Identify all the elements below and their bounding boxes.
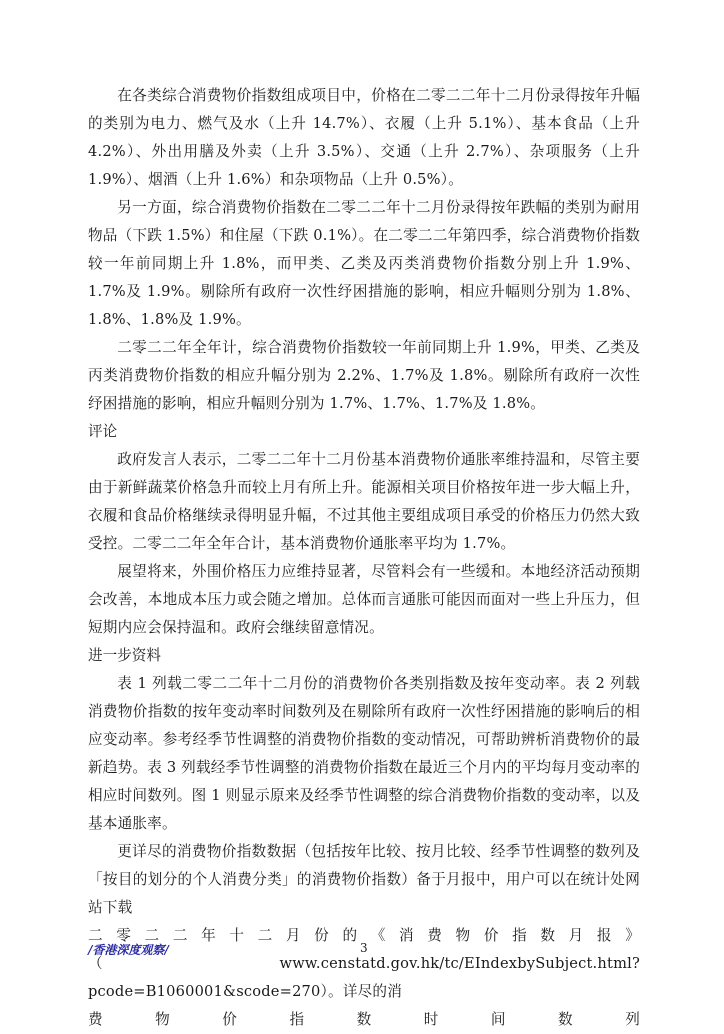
heading-commentary: 评论 (88, 423, 118, 440)
paragraph-price-decreases: 另一方面，综合消费物价指数在二零二二年十二月份录得按年跌幅的类别为耐用物品（下跌 1.5%）和住屋（下跌 0.1%）。在二零二二年第四季，综合消费物价指数较一年前同期上升 1.8%，而甲类、乙类及丙类消费物价指数分别上升 1.9%、1.7%及 1.9%。剔除所有政府一次性纾困措施的影响，相应升幅则分别为 1.8%、1.8%、1.8%及 1.9%。 (88, 199, 640, 328)
footer-source-label: /香港深度观察/ (88, 943, 169, 957)
heading-further-info: 进一步资料 (88, 647, 161, 664)
paragraph-annual-summary: 二零二二年全年计，综合消费物价指数较一年前同期上升 1.9%，甲类、乙类及丙类消费物价指数的相应升幅分别为 2.2%、1.7%及 1.8%。剔除所有政府一次性纾困措施的影响，相应升幅则分别为 1.7%、1.7%、1.7%及 1.8%。 (88, 339, 640, 412)
paragraph-tables-description: 表 1 列载二零二二年十二月份的消费物价各类别指数及按年变动率。表 2 列载消费物价指数的按年变动率时间数列及在剔除所有政府一次性纾困措施的影响后的相应变动率。参考经季节性调整的消费物价指数的变动情况，可帮助辨析消费物价的最新趋势。表 3 列载经季节性调整的消费物价指数在最近三个月内的平均每月变动率的相应时间数列。图 1 则显示原来及经季节性调整的综合消费物价指数的变动率，以及基本通胀率。 (88, 675, 640, 832)
page-number: 3 (360, 941, 368, 955)
paragraph-monthly-report-title: 二零二二年十二月份的《消费物价指数月报》 (88, 927, 640, 944)
paragraph-detailed-data: 更详尽的消费物价指数数据（包括按年比较、按月比较、经季节性调整的数列及「按目的划分的个人消费分类」的消费物价指数）备于月报中，用户可以在统计处网站下载 (88, 843, 640, 916)
document-body (88, 82, 640, 1034)
paragraph-time-series: 费物价指数时间数列 (88, 1011, 640, 1028)
paragraph-outlook: 展望将来，外围价格压力应维持显著，尽管料会有一些缓和。本地经济活动预期会改善，本地成本压力或会随之增加。总体而言通胀可能因而面对一些上升压力，但短期内应会保持温和。政府会继续留意情况。 (88, 563, 640, 636)
paragraph-price-increases: 在各类综合消费物价指数组成项目中，价格在二零二二年十二月份录得按年升幅的类别为电力、燃气及水（上升 14.7%）、衣履（上升 5.1%）、基本食品（上升 4.2%）、外出用膳及外卖（上升 3.5%）、交通（上升 2.7%）、杂项服务（上升 1.9%）、烟酒（上升 1.6%）和杂项物品（上升 0.5%）。 (88, 87, 640, 188)
page-footer (88, 941, 640, 961)
paragraph-website-link: （www.censtatd.gov.hk/tc/EIndexbySubject.html?pcode=B1060001&scode=270）。详尽的消 (88, 955, 640, 1000)
paragraph-government-spokesman: 政府发言人表示，二零二二年十二月份基本消费物价通胀率维持温和，尽管主要由于新鲜蔬菜价格急升而较上月有所上升。能源相关项目价格按年进一步大幅上升，衣履和食品价格继续录得明显升幅，不过其他主要组成项目承受的价格压力仍然大致受控。二零二二年全年合计，基本消费物价通胀率平均为 1.7%。 (88, 451, 640, 552)
